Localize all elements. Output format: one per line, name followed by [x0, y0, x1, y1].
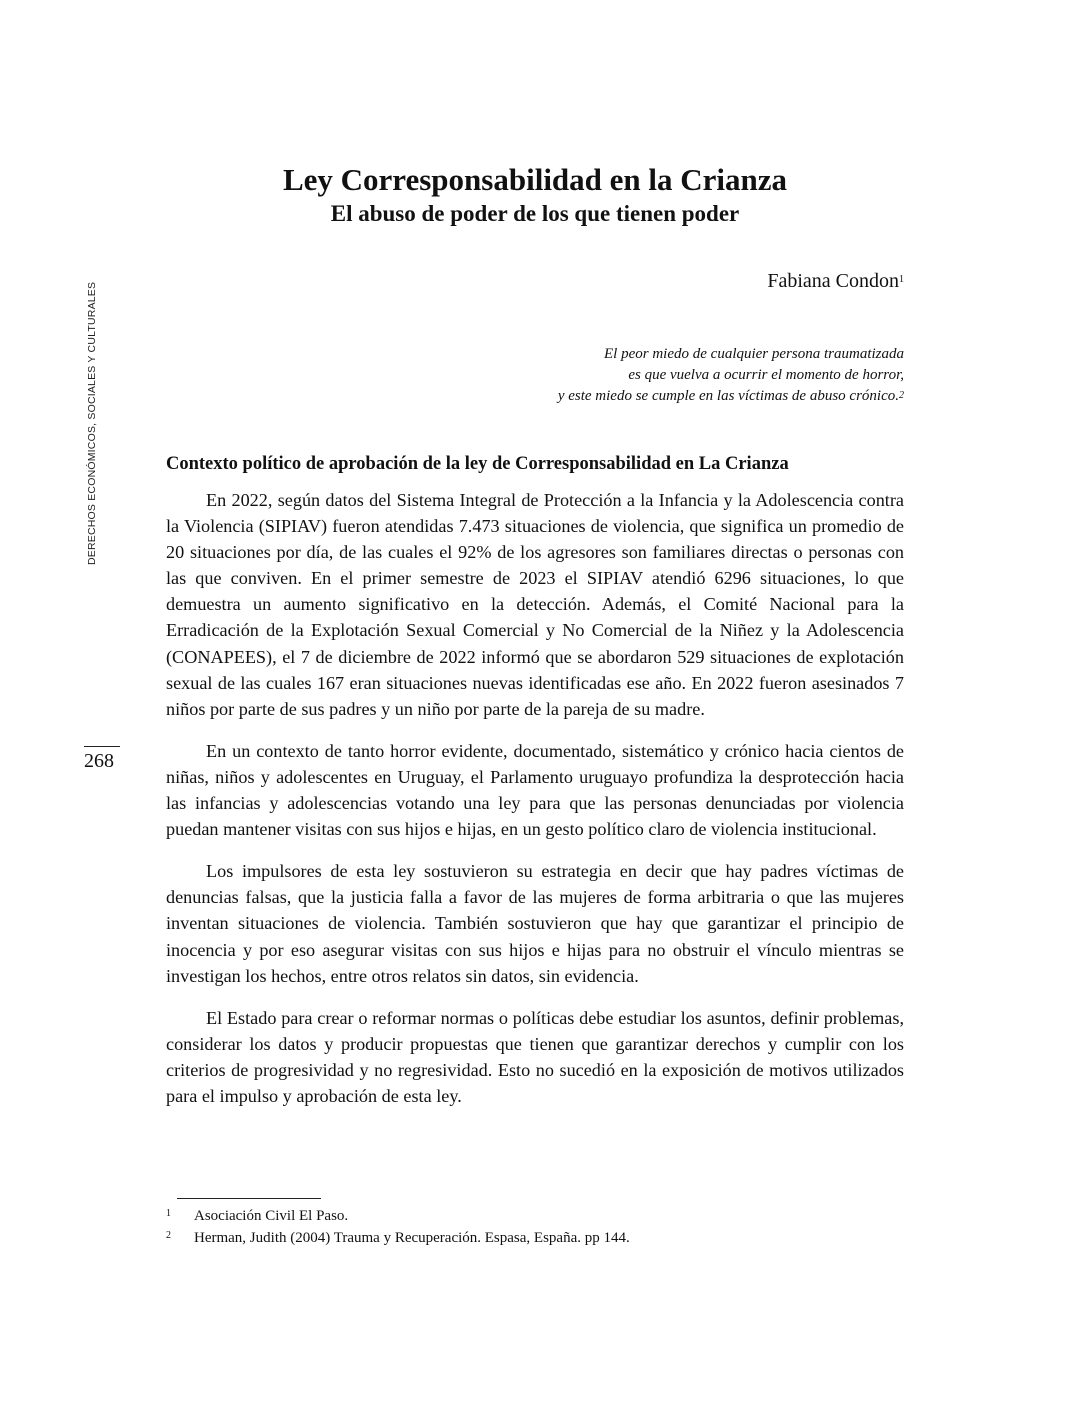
footnote-number: 1	[166, 1208, 171, 1219]
footnote-number: 2	[166, 1230, 171, 1241]
author-line	[767, 268, 904, 294]
body-text	[166, 487, 904, 1125]
footnotes	[166, 1205, 904, 1249]
author-footnote-ref: 1	[899, 274, 904, 285]
epigraph-footnote-ref: 2	[899, 390, 904, 401]
running-section-label: DERECHOS ECONÓMICOS, SOCIALES Y CULTURALES	[86, 281, 98, 565]
footnote-separator	[177, 1198, 321, 1199]
epigraph-line-last	[558, 386, 904, 407]
footnote	[166, 1227, 904, 1249]
article-title: Ley Corresponsabilidad en la Crianza	[282, 162, 788, 197]
epigraph	[558, 344, 904, 407]
paragraph: En un contexto de tanto horror evidente, documentado, sistemático y crónico hacia cientos de niñas, niños y adolescentes en Uruguay, el Parlamento uruguayo profundiza la desprotección hacia las infancias y adolescencias votando una ley para que las personas denunciadas por violencia puedan mantener visitas con sus hijos e hijas, en un gesto político claro de violencia institucional.	[166, 740, 904, 840]
footnote-text: Asociación Civil El Paso.	[194, 1208, 349, 1224]
epigraph-line: y este miedo se cumple en las víctimas de abuso crónico.	[557, 388, 899, 404]
author-name: Fabiana Condon	[767, 270, 899, 292]
section-heading: Contexto político de aprobación de la ley de Corresponsabilidad en La Crianza	[166, 454, 789, 474]
article-subtitle: El abuso de poder de los que tienen poder	[330, 201, 740, 226]
paragraph: El Estado para crear o reformar normas o políticas debe estudiar los asuntos, definir problemas, considerar los datos y producir propuestas que tienen que garantizar derechos y cumplir con los criterios de progresividad y no regresividad. Esto no sucedió en la exposición de motivos utilizados para el impulso y aprobación de esta ley.	[166, 1007, 904, 1106]
footnote	[166, 1205, 904, 1227]
epigraph-line: El peor miedo de cualquier persona traumatizada	[604, 346, 904, 362]
epigraph-line: es que vuelva a ocurrir el momento de horror,	[628, 367, 904, 383]
page-number-rule	[84, 746, 120, 747]
paragraph: En 2022, según datos del Sistema Integral de Protección a la Infancia y la Adolescencia contra la Violencia (SIPIAV) fueron atendidas 7.473 situaciones de violencia, que significa un promedio de 20 situaciones por día, de las cuales el 92% de los agresores son familiares directas o personas con las que conviven. En el primer semestre de 2023 el SIPIAV atendió 6296 situaciones, lo que demuestra un aumento significativo en la detección. Además, el Comité Nacional para la Erradicación de la Explotación Sexual Comercial y No Comercial de la Niñez y la Adolescencia (CONAPEES), el 7 de diciembre de 2022 informó que se abordaron 529 situaciones de explotación sexual de las cuales 167 eran situaciones nuevas identificadas ese año. En 2022 fueron asesinados 7 niños por parte de sus padres y un niño por parte de la pareja de su madre.	[166, 490, 904, 719]
page-number: 268	[84, 750, 114, 772]
paragraph: Los impulsores de esta ley sostuvieron su estrategia en decir que hay padres víctimas de denuncias falsas, que la justicia falla a favor de las mujeres de forma arbitraria o que las mujeres inventan situaciones de violencia. También sostuvieron que hay que garantizar el principio de inocencia y por eso asegurar visitas con sus hijos e hijas para no obstruir el vínculo mientras se investigan los hechos, entre otros relatos sin datos, sin evidencia.	[166, 861, 904, 986]
footnote-text: Herman, Judith (2004) Trauma y Recuperación. Espasa, España. pp 144.	[194, 1230, 630, 1246]
